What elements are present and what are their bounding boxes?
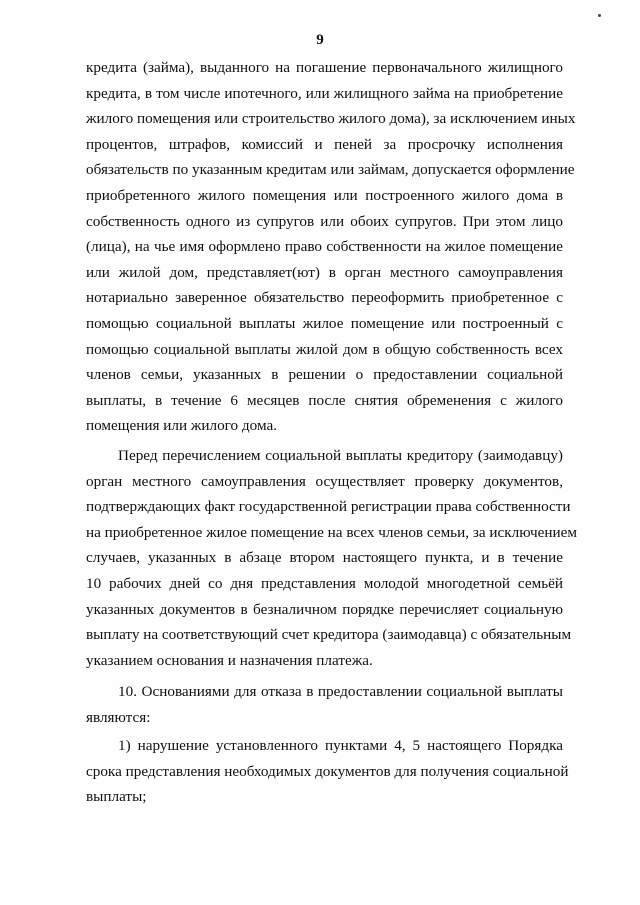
- text-line: на приобретенное жилое помещение на всех членов семьи, за исключением: [86, 523, 577, 541]
- paragraph-payment-transfer: [86, 443, 577, 673]
- text-line: выплаты, в течение 6 месяцев после снятия обременения с жилого: [86, 391, 563, 409]
- text-line: выплаты;: [86, 788, 147, 806]
- text-line: помещения или жилого дома.: [86, 417, 277, 435]
- text-line: членов семьи, указанных в решении о предоставлении социальной: [86, 366, 563, 384]
- text-line: кредита, в том числе ипотечного, или жилищного займа на приобретение: [86, 84, 563, 102]
- text-line: собственность одного из супругов или обоих супругов. При этом лицо: [86, 212, 563, 230]
- paragraph-refusal-grounds: [86, 679, 563, 730]
- text-line: 1) нарушение установленного пунктами 4, 5 настоящего Порядка: [118, 737, 563, 754]
- text-line: кредита (займа), выданного на погашение первоначального жилищного: [86, 59, 563, 76]
- text-line: Перед перечислением социальной выплаты кредитору (заимодавцу): [118, 447, 563, 464]
- page-number: 9: [316, 32, 324, 48]
- text-line: нотариально заверенное обязательство переоформить приобретенное с: [86, 289, 563, 307]
- text-line: (лица), на чье имя оформлено право собственности на жилое помещение: [86, 238, 563, 256]
- text-line: процентов, штрафов, комиссий и пеней за просрочку исполнения: [86, 135, 563, 153]
- text-line: указанных документов в безналичном порядке перечисляет социальную: [86, 600, 563, 618]
- text-line: указанием основания и назначения платежа.: [86, 651, 373, 669]
- text-line: помощью социальной выплаты жилое помещение или построенный с: [86, 314, 563, 332]
- text-line: обязательств по указанным кредитам или займам, допускается оформление: [86, 161, 575, 179]
- text-line: срока представления необходимых документов для получения социальной: [86, 762, 569, 780]
- text-line: жилого помещения или строительство жилого дома), за исключением иных: [86, 110, 576, 128]
- scan-mark: [598, 14, 601, 17]
- text-line: помощью социальной выплаты жилой дом в общую собственность всех: [86, 340, 563, 358]
- text-line: случаев, указанных в абзаце втором настоящего пункта, и в течение: [86, 549, 563, 567]
- text-line: выплату на соответствующий счет кредитора (заимодавца) с обязательным: [86, 626, 572, 644]
- text-line: 10 рабочих дней со дня представления молодой многодетной семьёй: [86, 574, 563, 592]
- text-line: орган местного самоуправления осуществляет проверку документов,: [86, 472, 563, 490]
- text-line: подтверждающих факт государственной регистрации права собственности: [86, 498, 571, 516]
- text-line: или жилой дом, представляет(ют) в орган местного самоуправления: [86, 263, 563, 281]
- paragraph-refusal-item-1: [86, 733, 569, 810]
- text-line: являются:: [86, 708, 151, 726]
- text-line: 10. Основаниями для отказа в предоставлении социальной выплаты: [118, 683, 563, 700]
- paragraph-continuation: [86, 55, 576, 439]
- text-line: приобретенного жилого помещения или построенного жилого дома в: [86, 186, 563, 204]
